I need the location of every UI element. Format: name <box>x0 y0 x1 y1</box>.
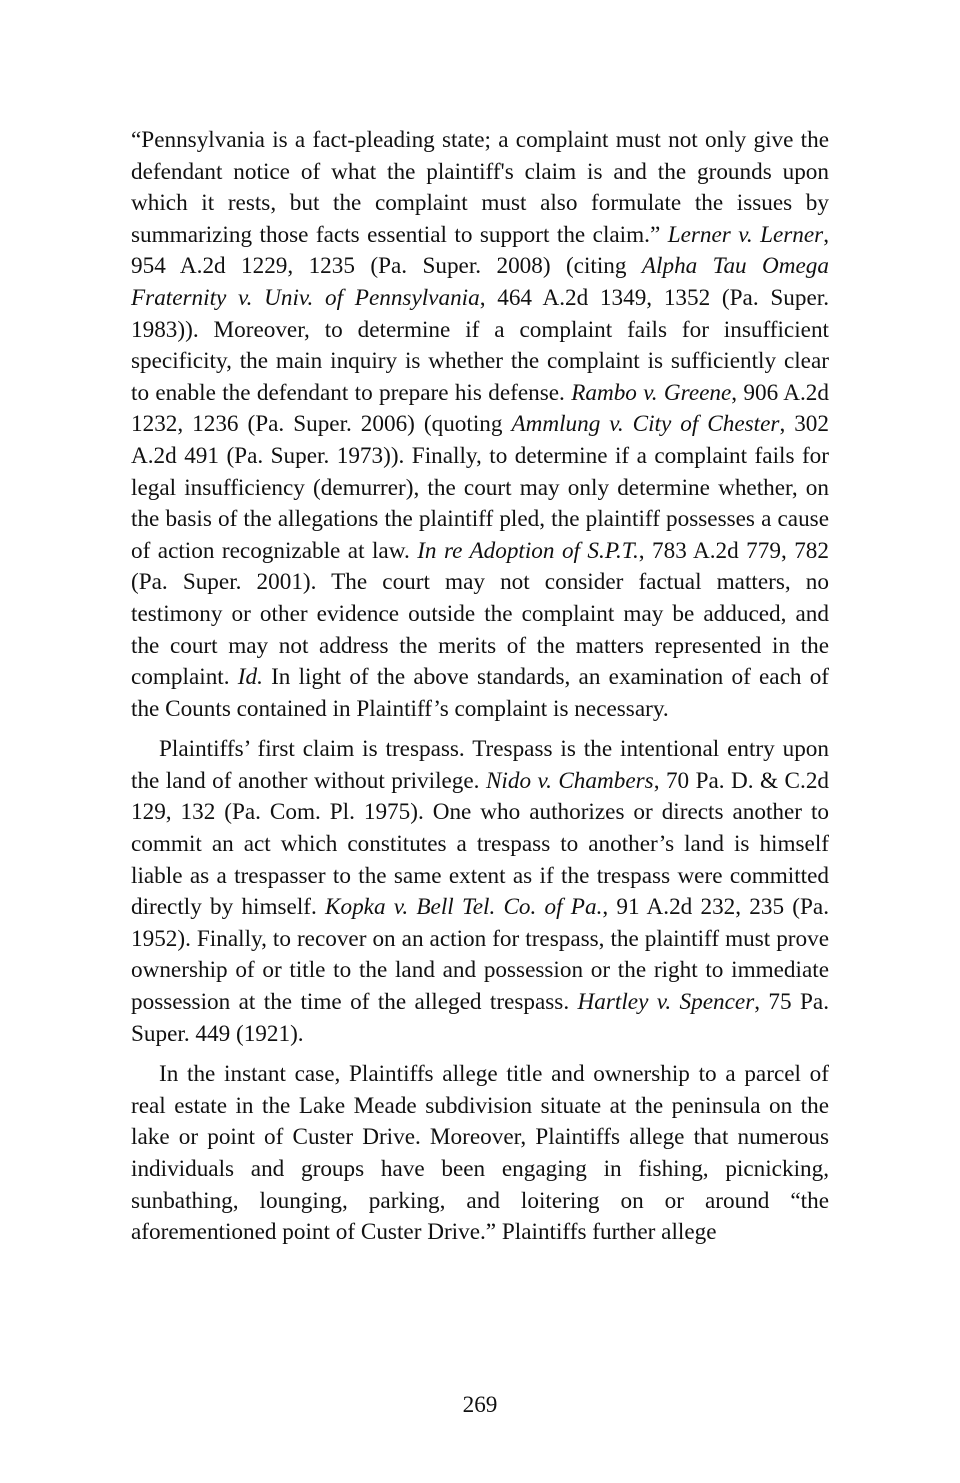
case-citation: In re Adoption of S.P.T. <box>417 537 639 564</box>
case-citation: Ammlung v. City of Chester <box>511 411 780 438</box>
case-citation: Id. <box>237 664 263 691</box>
paragraph-text: , 70 Pa. D. & C.2d 129, 132 (Pa. Com. Pl. 1975). One who authorizes or directs another to commit an act which constitutes a trespass to another’s land is himself liable as a trespasser to the same extent as if the trespass were committed directly by himself. <box>131 767 830 921</box>
case-citation: Rambo v. Greene <box>571 379 732 406</box>
document-body <box>131 125 829 1258</box>
case-citation: Kopka v. Bell Tel. Co. of Pa. <box>325 894 603 921</box>
paragraph-trespass-claim <box>131 734 829 1050</box>
paragraph-text: , 783 A.2d 779, 782 (Pa. Super. 2001). The court may not consider factual matters, no testimony or other evidence outside the complaint may be adduced, and the court may not address the merits of the matters represented in the complaint. <box>131 537 829 691</box>
paragraph-text: , 954 A.2d 1229, 1235 (Pa. Super. 2008) (citing <box>131 221 829 280</box>
paragraph-text: In light of the above standards, an examination of each of the Counts contained in Plaintiff’s complaint is necessary. <box>131 664 830 722</box>
paragraph-pleading-standards <box>131 125 829 725</box>
paragraph-text: “Pennsylvania is a fact-pleading state; a complaint must not only give the defendant notice of what the plaintiff's claim is and the grounds upon which it rests, but the complaint must also formulate the issues by summarizing those facts essential to support the claim.” <box>131 127 829 248</box>
paragraph-text: , 302 A.2d 491 (Pa. Super. 1973)). Finally, to determine if a complaint fails for legal insufficiency (demurrer), the court may only determine whether, on the basis of the allegations the plaintiff pled, the plaintiff possesses a cause of action recognizable at law. <box>131 411 829 564</box>
paragraph-text: , 906 A.2d 1232, 1236 (Pa. Super. 2006) (quoting <box>131 379 829 438</box>
paragraph-text: , 464 A.2d 1349, 1352 (Pa. Super. 1983)). Moreover, to determine if a complaint fails for insufficient specificity, the main inquiry is whether the complaint is sufficiently clear to enable the defendant to prepare his defense. <box>131 284 829 406</box>
paragraph-text: , 91 A.2d 232, 235 (Pa. 1952). Finally, to recover on an action for trespass, the plaintiff must prove ownership of or title to the land and possession or the right to immediate possession at the time of the alleged trespass. <box>131 894 829 1016</box>
paragraph-instant-case <box>131 1059 829 1249</box>
case-citation: Alpha Tau Omega Fraternity v. Univ. of Pennsylvania <box>131 253 829 311</box>
paragraph-text: , 75 Pa. Super. 449 (1921). <box>131 989 829 1047</box>
case-citation: Hartley v. Spencer <box>577 989 755 1016</box>
case-citation: Lerner v. Lerner <box>667 221 824 248</box>
case-citation: Nido v. Chambers <box>485 767 654 794</box>
page-number: 269 <box>462 1392 498 1418</box>
paragraph-text: In the instant case, Plaintiffs allege title and ownership to a parcel of real estate in the Lake Meade subdivision situate at the peninsula on the lake or point of Custer Drive. Moreover, Plaintiffs allege that numerous individuals and groups have been engaging in fishing, picnicking, sunbathing, lounging, parking, and loitering on or around “the aforementioned point of Custer Drive.” Plaintiffs further allege <box>131 1061 829 1246</box>
paragraph-text: Plaintiffs’ first claim is trespass. Trespass is the intentional entry upon the land of another without privilege. <box>131 736 829 794</box>
